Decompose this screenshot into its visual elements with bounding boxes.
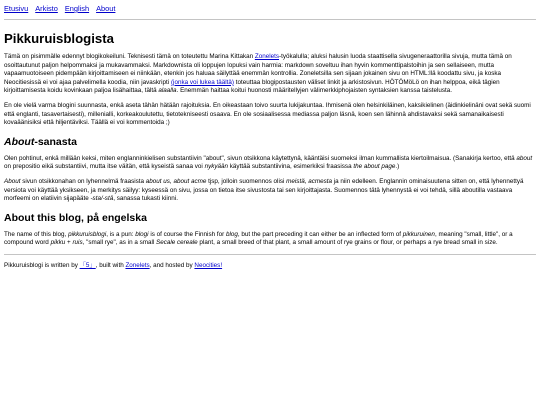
english-emphasis: Secale cereale [156,239,198,247]
nav-link-about[interactable]: About [96,4,116,13]
english-text: The name of this blog, [4,230,69,238]
english-text: plant, a small breed of that plant, a small amount of rye grains or flour, or perhaps a rye bread small in size. [197,239,498,247]
about-emphasis: about us, about acme [145,177,207,185]
about-emphasis: nykyään [204,163,229,171]
nav-link-arkisto[interactable]: Arkisto [35,4,58,13]
english-emphasis: pikkuruinen [402,230,435,238]
about-text: ja niin edelleen. Englannin ominaisuutena sitten on, että lyhennettyä versiota voi käyttää yksikseen, ja merkitys säilyy: kyseessä on sivu, jossa on tietoa itse sivustosta tai sen kirjoittajasta. Suomennos tätä lyhennystä ei voi tehdä, sillä aboutilla vastaava morfeemi on elatiivin sijapääte [4,177,524,203]
footer-text-part: Pikkuruisblogi is written by [4,261,80,269]
about-text: tjsp, jolloin suomennos olisi [206,177,287,185]
english-emphasis: blogi [135,230,149,238]
english-text: is of course the Finnish for [148,230,226,238]
english-paragraph [4,231,536,248]
neocities-link[interactable]: Neocities! [194,261,223,269]
javascript-source-link[interactable]: (jonka voi lukea täältä) [170,78,234,86]
intro-text: Tämä on pisimmälle edennyt blogikokeiluni. Teknisesti tämä on toteutettu Marina Kittakan [4,53,255,60]
about-emphasis: meistä, acmesta [286,177,332,185]
zonelets-footer-link[interactable]: Zonelets [125,261,150,269]
english-text: + [65,239,73,247]
about-text: .) [395,163,400,171]
intro-paragraph-2: En ole vielä varma blogini suunnasta, enkä aseta tähän hätään rajoituksia. En oikeastaan toivo suurta lukijakuntaa. Ihmisenä olen helsinkiläinen, kaksikielinen (äidinkielinäni ovat sekä suomi että englanti, tasavertaisesti), millenialli, korkeakoulutettu, tietotekniseesti osaava. En ole sosiaalisessa mediassa paljon läsnä, koen sen lähinnä ahdistavaksi sekä samanaikaisesti kovaäänisiksi että hiljentäviksi. Täällä ei voi kommentoida ;) [4,101,531,127]
intro-text: -työkalulla; aluksi halusin luoda staattisella sivugeneraattorilla sivuja, mutta tämä on osoittautunut paljon helpommaksi ja mukavammaksi. Markdownista oli loppujen lopuksi vain harmia: markdown soveltuu ihan hyvin kommenttipalstoihin ja sen sellaiseen, mutta vapaamuotoiseen pidempään kirjoittamiseen ei niinkään, etenkin jos haluaa säilyttää enemmän kontrollia. Zoneletsilla sen sijaan jokainen sivu on HTML:llä koodattu sivu, ja koska Neocitiesissä ei voi ajaa palvelimella koodia, niin javaskripti [4,53,512,86]
author-link[interactable]: 「5」 [79,261,96,269]
about-heading [4,136,536,149]
page-title: Pikkuruisblogista [4,31,114,46]
intro-emphasis: alaalla [158,87,177,95]
english-emphasis: pikkuruisblogi [68,230,107,238]
intro-text: toteuttaa blogipostausten väliset linkit ja arkistosivun. HÖTÖMöLö on ihan helppoa, eikä tägien kirjoittamisesta koidu kovinkaan paljoa lisähaittaa, tältä [4,78,500,95]
intro-paragraph-1 [4,53,536,96]
nav-link-etusivu[interactable]: Etusivu [4,4,29,13]
about-emphasis: the about page [353,163,396,171]
about-text: sivun otsikkonahan on lyhennelmä fraasista [20,177,146,185]
intro-text: . Enemmän haittaa koitui huonosti määritellyjen välimerkkiphojaisten syntaksien kanssa taistelusta. [176,87,453,95]
english-text: , but the part preceding it can either be an inflected form of [237,230,403,238]
nav-link-english[interactable]: English [64,4,90,13]
english-text: , is a pun: [106,230,136,238]
about-text: käyttää substantiivina, esimerkiksi fraasissa [228,163,354,171]
footer-text-part: , built with [95,261,126,269]
english-heading: About this blog, på engelska [4,211,147,224]
english-emphasis: blog [225,230,238,238]
about-paragraph-2 [4,178,536,204]
top-nav [4,0,536,16]
footer-text [4,262,536,271]
about-heading-emphasis: About [4,135,35,148]
about-paragraph-1 [4,155,536,172]
about-heading-suffix: -sanasta [34,135,77,148]
about-text: Olen pohtinut, enkä millään keksi, miten englanninkielisen substantiivin "about", sivun otsikkona käytettynä, kääntäisi suomeksi ilman kummallista kiertoilmaisua. (Sanakirja kertoo, että [4,154,517,162]
about-emphasis: about [516,154,533,162]
footer [4,254,536,271]
about-emphasis: -sta/-stä [90,195,114,203]
zonelets-link[interactable]: Zonelets [254,53,279,60]
about-text: , sanassa tukasti kiinni. [113,195,178,203]
nav-divider [4,19,536,20]
english-emphasis: pikku [50,239,66,247]
about-text: on prepositio eikä substantiivi, mutta itse väitän, että kyseistä sanaa voi [4,163,205,171]
about-emphasis: About [4,177,21,185]
footer-divider [4,254,536,255]
footer-text-part: , and hosted by [149,261,195,269]
english-emphasis: ruis [72,239,83,247]
english-text: , meaning "small, little", or a compound word [4,230,513,247]
english-text: , "small rye", as in a small [82,239,157,247]
